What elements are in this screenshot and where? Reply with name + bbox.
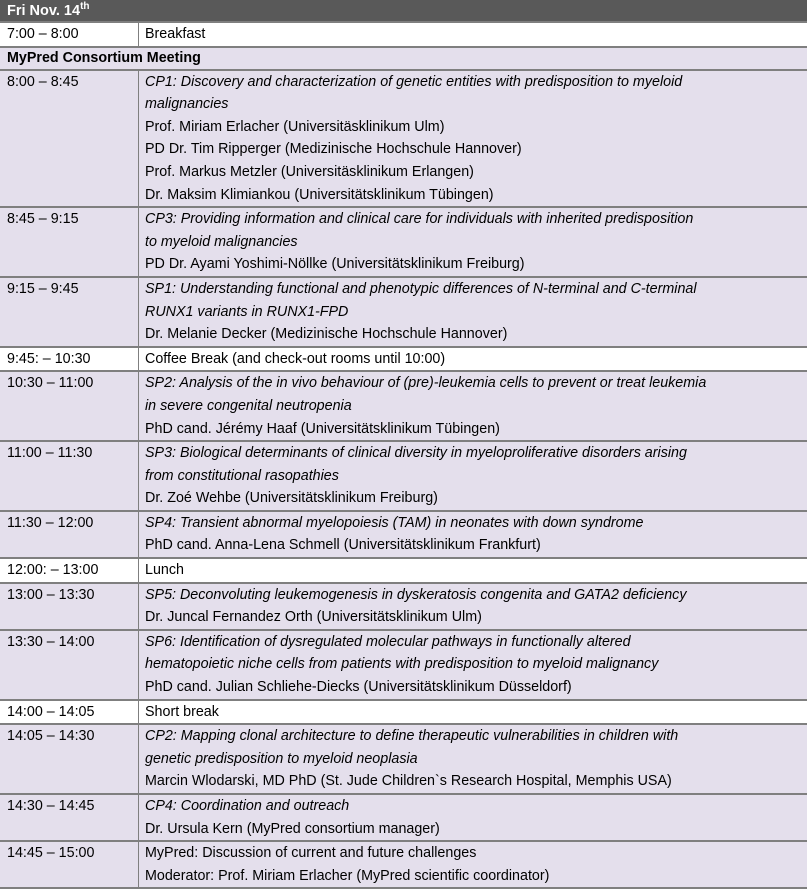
session-title-line: SP4: Transient abnormal myelopoiesis (TAM) in neonates with down syndrome (145, 514, 644, 531)
session-cell (139, 725, 684, 793)
section-title: MyPred Consortium Meeting (7, 49, 201, 66)
session-detail-line: Dr. Zoé Wehbe (Universitätsklinikum Freiburg) (145, 490, 438, 507)
session-title-line: SP3: Biological determinants of clinical diversity in myeloproliferative disorders arising (145, 445, 687, 462)
session-title-line: SP5: Deconvoluting leukemogenesis in dyskeratosis congenita and GATA2 deficiency (145, 586, 687, 603)
time-cell: 10:30 – 11:00 (0, 372, 139, 440)
session-cell (139, 71, 688, 207)
session-title-line: in severe congenital neutropenia (145, 397, 352, 414)
schedule-row (0, 584, 807, 631)
session-title-line: CP4: Coordination and outreach (145, 798, 350, 814)
time-cell: 13:30 – 14:00 (0, 631, 139, 699)
time-cell: 14:30 – 14:45 (0, 795, 139, 840)
session-detail-line: Prof. Miriam Erlacher (Universitäsklinikum Ulm) (145, 118, 445, 135)
session-cell (139, 442, 693, 510)
time-cell: 14:05 – 14:30 (0, 725, 139, 793)
session-detail-line: Marcin Wlodarski, MD PhD (St. Jude Children`s Research Hospital, Memphis USA) (145, 773, 672, 790)
session-cell (139, 701, 225, 724)
session-cell (139, 23, 211, 46)
session-title-line: to myeloid malignancies (145, 233, 298, 250)
time-cell: 14:00 – 14:05 (0, 701, 139, 724)
session-detail-line: MyPred: Discussion of current and future challenges (145, 845, 477, 862)
session-detail-line: Prof. Markus Metzler (Universitäsklinikum Erlangen) (145, 163, 474, 180)
session-title-line: genetic predisposition to myeloid neoplasia (145, 750, 418, 767)
schedule-row (0, 631, 807, 701)
session-cell (139, 348, 451, 371)
session-title-line: SP2: Analysis of the in vivo behaviour of (pre)-leukemia cells to prevent or treat leukemia (145, 375, 707, 392)
time-cell: 14:45 – 15:00 (0, 842, 139, 887)
schedule-row (0, 348, 807, 373)
session-title-line: hematopoietic niche cells from patients with predisposition to myeloid malignancy (145, 656, 659, 673)
schedule-row (0, 701, 807, 726)
schedule-row (0, 278, 807, 348)
session-cell (139, 631, 664, 699)
schedule-row (0, 23, 807, 48)
session-detail-line: Coffee Break (and check-out rooms until 10:00) (145, 350, 446, 367)
time-cell: 8:00 – 8:45 (0, 71, 139, 207)
session-cell (139, 512, 650, 557)
schedule-row (0, 442, 807, 512)
time-cell: 13:00 – 13:30 (0, 584, 139, 629)
schedule-row (0, 512, 807, 559)
time-cell: 7:00 – 8:00 (0, 23, 139, 46)
session-cell (139, 278, 703, 346)
time-cell: 11:30 – 12:00 (0, 512, 139, 557)
session-title-line: malignancies (145, 96, 229, 113)
schedule-row (0, 208, 807, 278)
schedule-row (0, 795, 807, 842)
schedule-row (0, 559, 807, 584)
session-title-line: from constitutional rasopathies (145, 467, 339, 484)
session-detail-line: PhD cand. Anna-Lena Schmell (Universitätsklinikum Frankfurt) (145, 537, 541, 554)
session-detail-line: Breakfast (145, 26, 206, 42)
session-cell (139, 372, 712, 440)
session-detail-line: PhD cand. Jérémy Haaf (Universitätsklinikum Tübingen) (145, 420, 500, 437)
session-cell (139, 208, 699, 276)
time-cell: 12:00: – 13:00 (0, 559, 139, 582)
day-header (0, 0, 807, 23)
session-title-line: RUNX1 variants in RUNX1-FPD (145, 303, 349, 320)
day-title: Fri Nov. 14 (7, 3, 81, 19)
time-cell: 8:45 – 9:15 (0, 208, 139, 276)
session-detail-line: Lunch (145, 562, 184, 579)
schedule-row (0, 725, 807, 795)
day-suffix: th (80, 1, 90, 13)
time-cell: 11:00 – 11:30 (0, 442, 139, 510)
session-detail-line: Moderator: Prof. Miriam Erlacher (MyPred scientific coordinator) (145, 867, 550, 884)
session-detail-line: Dr. Melanie Decker (Medizinische Hochschule Hannover) (145, 326, 508, 343)
time-cell: 9:45: – 10:30 (0, 348, 139, 371)
schedule-row (0, 372, 807, 442)
session-detail-line: Dr. Juncal Fernandez Orth (Universitätsklinikum Ulm) (145, 609, 482, 626)
session-title-line: CP2: Mapping clonal architecture to define therapeutic vulnerabilities in children with (145, 728, 679, 745)
session-title-line: CP1: Discovery and characterization of genetic entities with predisposition to myeloid (145, 73, 683, 90)
session-detail-line: Short break (145, 703, 219, 720)
session-cell (139, 795, 446, 840)
session-detail-line: PhD cand. Julian Schliehe-Diecks (Universitätsklinikum Düsseldorf) (145, 679, 572, 696)
session-detail-line: Dr. Maksim Klimiankou (Universitätsklinikum Tübingen) (145, 186, 494, 203)
schedule-row (0, 71, 807, 209)
session-detail-line: Dr. Ursula Kern (MyPred consortium manager) (145, 820, 440, 837)
section-row (0, 48, 807, 71)
session-title-line: SP1: Understanding functional and phenotypic differences of N-terminal and C-terminal (145, 280, 697, 297)
session-detail-line: PD Dr. Tim Ripperger (Medizinische Hochschule Hannover) (145, 141, 522, 158)
session-detail-line: PD Dr. Ayami Yoshimi-Nöllke (Universitätsklinikum Freiburg) (145, 256, 525, 273)
time-cell: 9:15 – 9:45 (0, 278, 139, 346)
session-title-line: SP6: Identification of dysregulated molecular pathways in functionally altered (145, 633, 631, 650)
schedule-row (0, 842, 807, 889)
session-cell (139, 584, 692, 629)
session-title-line: CP3: Providing information and clinical care for individuals with inherited predisposition (145, 211, 694, 228)
session-cell (139, 559, 190, 582)
